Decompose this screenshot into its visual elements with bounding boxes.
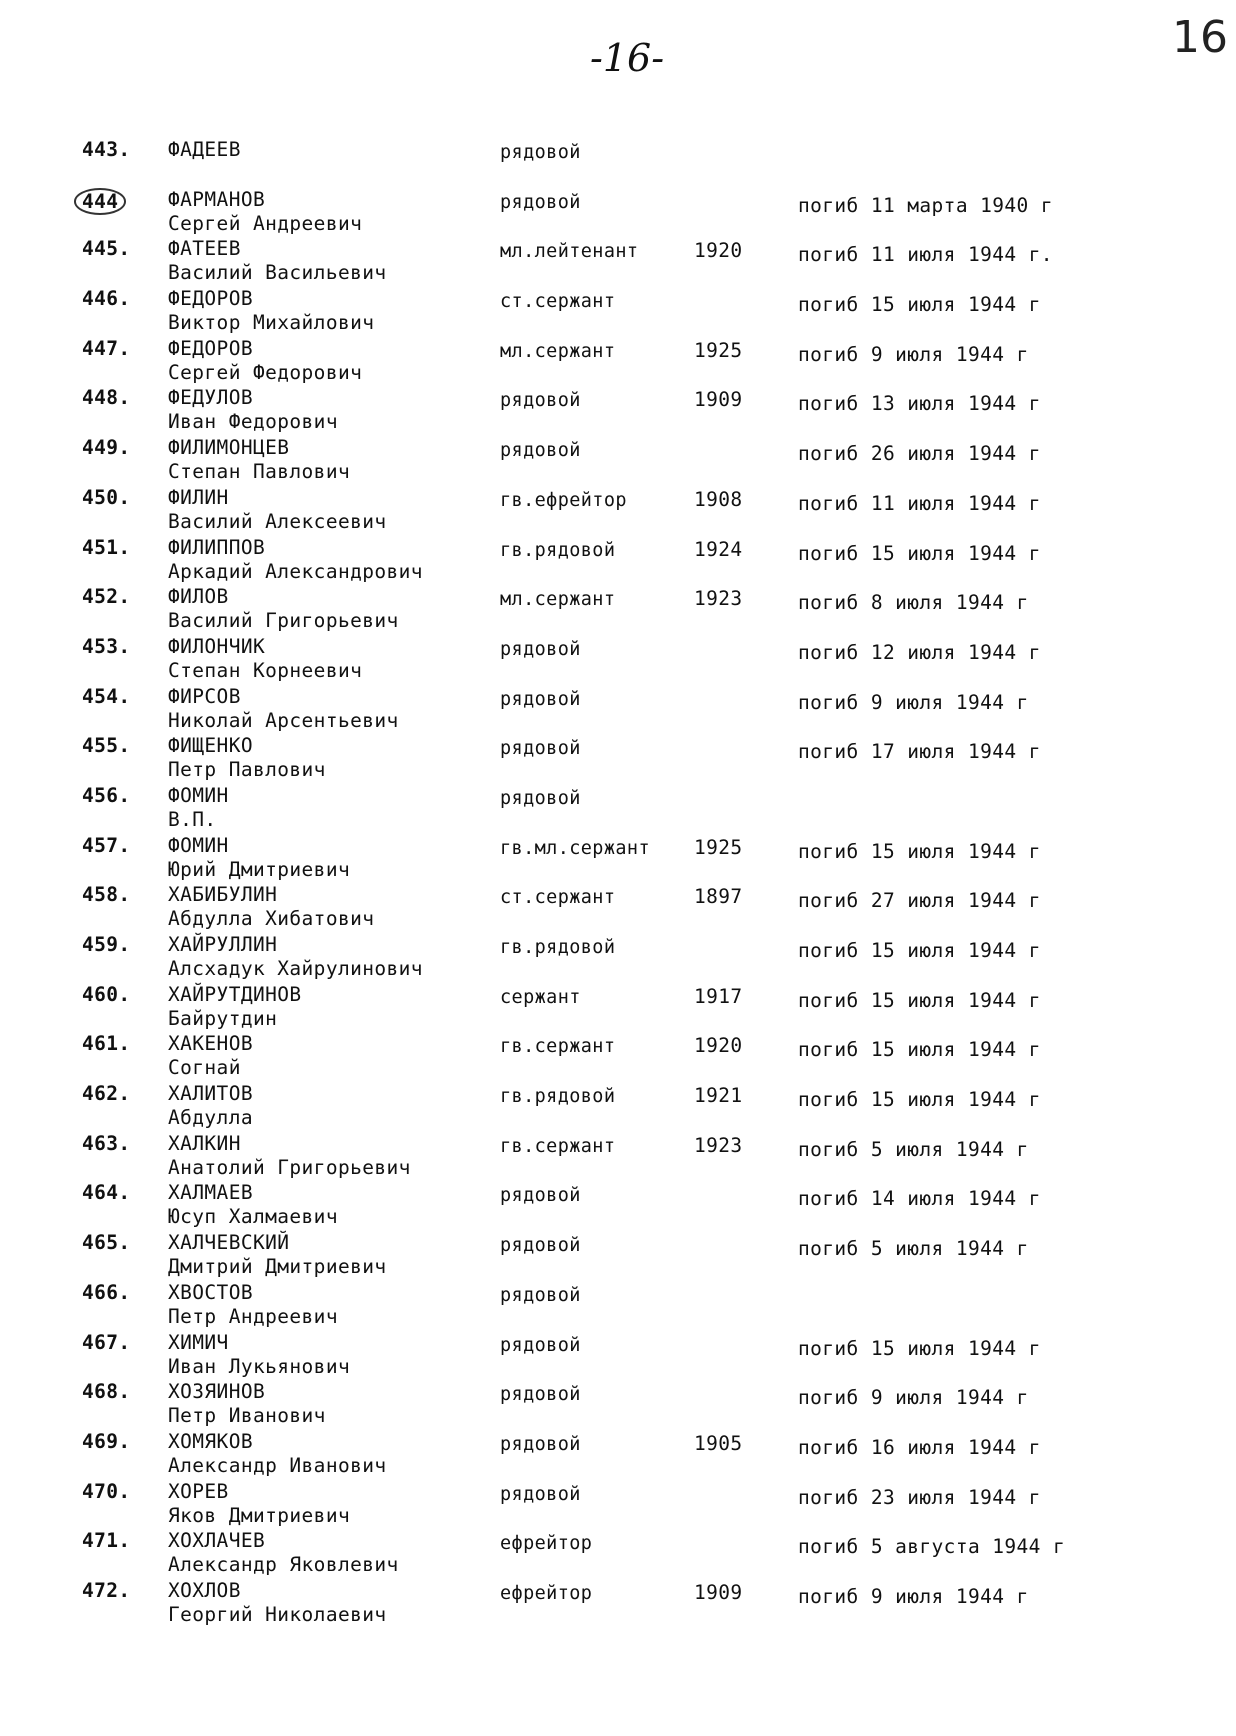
given-name: В.П. [168, 807, 217, 831]
rank: ст.сержант [500, 887, 616, 909]
birth-year: 1897 [694, 885, 743, 909]
record-number: 472. [82, 1578, 131, 1602]
given-name: Байрутдин [168, 1006, 278, 1030]
list-item [0, 879, 1236, 929]
surname: ФИЩЕНКО [168, 734, 253, 758]
surname: ФИЛИППОВ [168, 535, 266, 559]
record-number: 466. [82, 1280, 131, 1304]
handwritten-sheet-number: 16 [1172, 12, 1228, 63]
surname: ФИЛОНЧИК [168, 634, 266, 658]
rank: мл.сержант [500, 340, 616, 362]
record-number: 467. [82, 1330, 131, 1354]
record-number: 445. [82, 237, 131, 261]
given-name: Юрий Дмитриевич [168, 857, 351, 881]
rank: рядовой [500, 1483, 581, 1505]
given-name: Виктор Михайлович [168, 311, 375, 335]
given-name: Аркадий Александрович [168, 559, 423, 583]
rank: сержант [500, 986, 581, 1008]
record-number: 446. [82, 287, 131, 311]
birth-year: 1917 [694, 984, 743, 1008]
given-name: Василий Алексеевич [168, 509, 387, 533]
surname: ФИЛИМОНЦЕВ [168, 436, 290, 460]
record-number: 459. [82, 933, 131, 956]
surname: ФАДЕЕВ [168, 138, 241, 161]
surname: ХИМИЧ [168, 1330, 229, 1354]
rank: мл.лейтенант [500, 241, 639, 263]
surname: ФОМИН [168, 783, 229, 807]
rank: рядовой [500, 390, 581, 412]
rank: ст.сержант [500, 291, 616, 313]
birth-year: 1909 [694, 388, 743, 412]
rank: рядовой [500, 787, 581, 809]
given-name: Сергей Андреевич [168, 211, 363, 235]
given-name: Николай Арсентьевич [168, 708, 399, 732]
record-number: 463. [82, 1131, 131, 1155]
rank: ефрейтор [500, 1533, 593, 1555]
birth-year: 1923 [694, 587, 743, 611]
given-name: Степан Корнеевич [168, 658, 363, 682]
birth-year: 1923 [694, 1133, 743, 1157]
fate-note: погиб 5 июля 1944 г [798, 1237, 1029, 1261]
surname: ФАТЕЕВ [168, 237, 241, 261]
fate-note: погиб 8 июля 1944 г [798, 591, 1029, 615]
list-item [0, 1227, 1236, 1277]
surname: ХОЗЯИНОВ [168, 1380, 266, 1404]
rank: рядовой [500, 1185, 581, 1207]
rank: гв.рядовой [500, 937, 616, 958]
list-item [0, 581, 1236, 631]
surname: ФОМИН [168, 833, 229, 857]
fate-note: погиб 9 июля 1944 г [798, 690, 1029, 714]
list-item [0, 1426, 1236, 1476]
given-name: Анатолий Григорьевич [168, 1155, 411, 1179]
list-item [0, 1028, 1236, 1078]
birth-year: 1908 [694, 487, 743, 511]
fate-note: погиб 15 июля 1944 г [798, 1088, 1041, 1112]
list-item [0, 1277, 1236, 1327]
list-item [0, 283, 1236, 333]
given-name: Яков Дмитриевич [168, 1503, 351, 1527]
record-number: 458. [82, 883, 131, 907]
surname: ХАЙРУТДИНОВ [168, 982, 302, 1006]
fate-note: погиб 9 июля 1944 г [798, 1386, 1029, 1410]
given-name: Юсуп Халмаевич [168, 1205, 338, 1229]
list-item [0, 1327, 1236, 1377]
surname: ХАЛИТОВ [168, 1082, 253, 1106]
list-item [0, 482, 1236, 532]
list-item [0, 1177, 1236, 1227]
fate-note: погиб 15 июля 1944 г [798, 541, 1041, 565]
fate-note: погиб 15 июля 1944 г [798, 839, 1041, 863]
surname: ХОХЛАЧЕВ [168, 1529, 266, 1553]
surname: ХОХЛОВ [168, 1578, 241, 1602]
given-name: Петр Андреевич [168, 1304, 338, 1328]
casualty-list [0, 134, 1236, 1625]
record-number: 449. [82, 436, 131, 460]
record-number: 451. [82, 535, 131, 559]
list-item [0, 1376, 1236, 1426]
fate-note: погиб 16 июля 1944 г [798, 1435, 1041, 1459]
list-item [0, 730, 1236, 780]
record-number: 464. [82, 1181, 131, 1205]
given-name: Абдулла Хибатович [168, 907, 375, 931]
surname: ХАЛМАЕВ [168, 1181, 253, 1205]
given-name: Алсхадук Хайрулинович [168, 957, 423, 980]
record-number: 462. [82, 1082, 131, 1106]
rank: рядовой [500, 638, 581, 660]
birth-year: 1925 [694, 338, 743, 362]
rank: рядовой [500, 1235, 581, 1257]
surname: ФЕДОРОВ [168, 336, 253, 360]
fate-note: погиб 15 июля 1944 г [798, 988, 1041, 1012]
surname: ФАРМАНОВ [168, 187, 266, 211]
given-name: Согнай [168, 1056, 241, 1080]
rank: ефрейтор [500, 1582, 593, 1604]
surname: ХОРЕВ [168, 1479, 229, 1503]
fate-note: погиб 9 июля 1944 г [798, 342, 1029, 366]
record-number: 452. [82, 585, 131, 609]
record-number: 448. [82, 386, 131, 410]
surname: ФИЛОВ [168, 585, 229, 609]
record-number: 444 [74, 188, 126, 215]
list-item [0, 233, 1236, 283]
rank: гв.сержант [500, 1036, 616, 1058]
list-item [0, 780, 1236, 830]
rank: гв.рядовой [500, 539, 616, 561]
given-name: Дмитрий Дмитриевич [168, 1255, 387, 1279]
fate-note: погиб 5 июля 1944 г [798, 1137, 1029, 1161]
record-number: 450. [82, 485, 131, 509]
record-number: 443. [82, 138, 131, 161]
rank: рядовой [500, 688, 581, 710]
rank: рядовой [500, 440, 581, 462]
given-name: Георгий Николаевич [168, 1602, 387, 1626]
birth-year: 1925 [694, 835, 743, 859]
list-item [0, 432, 1236, 482]
record-number: 457. [82, 833, 131, 857]
list-item [0, 631, 1236, 681]
given-name: Василий Григорьевич [168, 609, 399, 633]
rank: рядовой [500, 1334, 581, 1356]
record-number: 465. [82, 1231, 131, 1255]
surname: ФИЛИН [168, 485, 229, 509]
fate-note: погиб 15 июля 1944 г [798, 1336, 1041, 1360]
given-name: Александр Яковлевич [168, 1553, 399, 1577]
rank: мл.сержант [500, 589, 616, 611]
fate-note: погиб 27 июля 1944 г [798, 889, 1041, 913]
record-number: 468. [82, 1380, 131, 1404]
given-name: Иван Федорович [168, 410, 338, 434]
list-item [0, 184, 1236, 234]
fate-note: погиб 11 июля 1944 г. [798, 243, 1053, 267]
record-number: 469. [82, 1429, 131, 1453]
rank: рядовой [500, 1433, 581, 1455]
fate-note: погиб 23 июля 1944 г [798, 1485, 1041, 1509]
list-item [0, 929, 1236, 979]
list-item [0, 1476, 1236, 1526]
fate-note: погиб 26 июля 1944 г [798, 442, 1041, 466]
surname: ХОМЯКОВ [168, 1429, 253, 1453]
fate-note: погиб 15 июля 1944 г [798, 1038, 1041, 1062]
list-item [0, 1525, 1236, 1575]
given-name: Сергей Федорович [168, 360, 363, 384]
list-item [0, 681, 1236, 731]
fate-note: погиб 12 июля 1944 г [798, 640, 1041, 664]
surname: ХАЛЧЕВСКИЙ [168, 1231, 290, 1255]
record-number: 455. [82, 734, 131, 758]
fate-note: погиб 17 июля 1944 г [798, 740, 1041, 764]
record-number: 461. [82, 1032, 131, 1056]
surname: ХВОСТОВ [168, 1280, 253, 1304]
surname: ФЕДОРОВ [168, 287, 253, 311]
fate-note: погиб 9 июля 1944 г [798, 1584, 1029, 1608]
rank: рядовой [500, 191, 581, 213]
given-name: Александр Иванович [168, 1453, 387, 1477]
fate-note: погиб 15 июля 1944 г [798, 939, 1041, 962]
list-item [0, 333, 1236, 383]
given-name: Петр Иванович [168, 1404, 326, 1428]
rank: рядовой [500, 1284, 581, 1306]
record-number: 454. [82, 684, 131, 708]
record-number: 447. [82, 336, 131, 360]
rank: гв.ефрейтор [500, 489, 627, 511]
list-item [0, 1575, 1236, 1625]
record-number: 460. [82, 982, 131, 1006]
page-number: -16- [590, 36, 665, 80]
list-item [0, 830, 1236, 880]
rank: гв.мл.сержант [500, 837, 650, 859]
given-name: Петр Павлович [168, 758, 326, 782]
given-name: Степан Павлович [168, 460, 351, 484]
list-item [0, 532, 1236, 582]
fate-note: погиб 5 августа 1944 г [798, 1535, 1066, 1559]
rank: рядовой [500, 738, 581, 760]
fate-note: погиб 14 июля 1944 г [798, 1187, 1041, 1211]
surname: ХАКЕНОВ [168, 1032, 253, 1056]
surname: ХАБИБУЛИН [168, 883, 278, 907]
fate-note: погиб 11 марта 1940 г [798, 193, 1053, 217]
birth-year: 1921 [694, 1084, 743, 1108]
record-number: 471. [82, 1529, 131, 1553]
rank: гв.рядовой [500, 1086, 616, 1108]
rank: рядовой [500, 1384, 581, 1406]
birth-year: 1905 [694, 1431, 743, 1455]
birth-year: 1924 [694, 537, 743, 561]
fate-note: погиб 11 июля 1944 г [798, 491, 1041, 515]
record-number: 453. [82, 634, 131, 658]
surname: ХАЛКИН [168, 1131, 241, 1155]
record-number: 470. [82, 1479, 131, 1503]
birth-year: 1920 [694, 1034, 743, 1058]
fate-note: погиб 15 июля 1944 г [798, 293, 1041, 317]
given-name: Иван Лукьянович [168, 1354, 351, 1378]
surname: ФИРСОВ [168, 684, 241, 708]
surname: ФЕДУЛОВ [168, 386, 253, 410]
given-name: Абдулла [168, 1106, 253, 1130]
fate-note: погиб 13 июля 1944 г [798, 392, 1041, 416]
rank: гв.сержант [500, 1135, 616, 1157]
birth-year: 1909 [694, 1580, 743, 1604]
surname: ХАЙРУЛЛИН [168, 933, 278, 956]
list-item [0, 979, 1236, 1029]
rank: рядовой [500, 142, 581, 163]
list-item [0, 1128, 1236, 1178]
list-item [0, 134, 1236, 184]
list-item [0, 382, 1236, 432]
given-name: Василий Васильевич [168, 261, 387, 285]
record-number: 456. [82, 783, 131, 807]
list-item [0, 1078, 1236, 1128]
birth-year: 1920 [694, 239, 743, 263]
